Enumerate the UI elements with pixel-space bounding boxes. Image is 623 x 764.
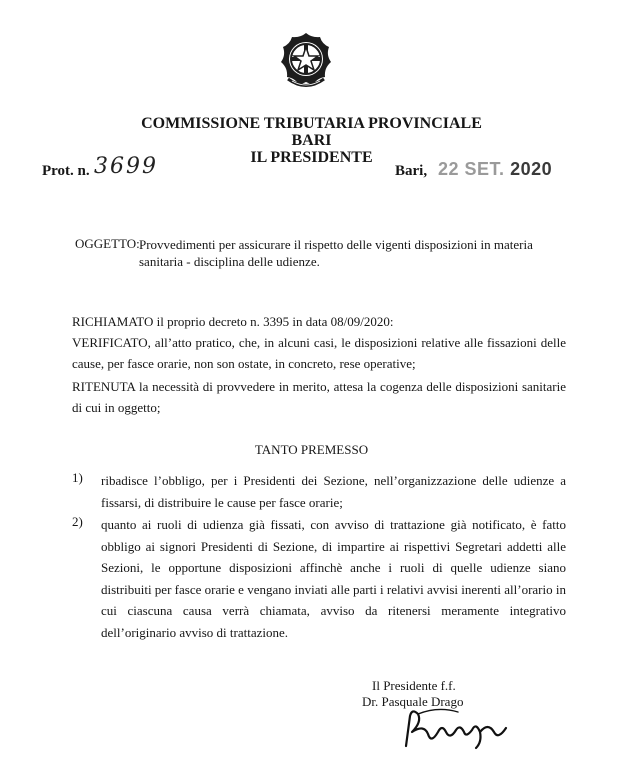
paragraph-verificato: VERIFICATO, all’atto pratico, che, in alcuni casi, le disposizioni relative alle fissazioni delle cause, per fasce orarie, non son ostate, in concreto, rese operative; bbox=[72, 335, 566, 371]
header-line-commission: COMMISSIONE TRIBUTARIA PROVINCIALE bbox=[141, 115, 482, 132]
paragraph-ritenuta: RITENUTA la necessità di provvedere in merito, attesa la cogenza delle disposizioni sanitarie di cui in oggetto; bbox=[72, 379, 566, 415]
signature-name: Dr. Pasquale Drago bbox=[362, 694, 464, 709]
subject-text: Provvedimenti per assicurare il rispetto delle vigenti disposizioni in materia sanitaria - disciplina delle udienze. bbox=[139, 237, 533, 269]
header-line-president: IL PRESIDENTE bbox=[250, 149, 373, 166]
subject-label: OGGETTO: bbox=[75, 236, 140, 251]
signature-role: Il Presidente f.f. bbox=[372, 678, 456, 693]
item-2-number: 2) bbox=[72, 514, 83, 529]
date-stamp-year: 2020 bbox=[510, 159, 553, 179]
protocol-number: 3699 bbox=[94, 154, 158, 179]
italian-republic-emblem-icon bbox=[276, 30, 336, 94]
item-1-text: ribadisce l’obbligo, per i Presidenti dei Sezione, nell’organizzazione delle udienze a fissarsi, di distribuire le cause per fasce orarie; bbox=[101, 473, 566, 510]
protocol-label: Prot. n. bbox=[42, 163, 90, 179]
date-stamp-day: 22 bbox=[438, 159, 460, 179]
place-label: Bari, bbox=[395, 163, 428, 179]
paragraph-richiamato: RICHIAMATO il proprio decreto n. 3395 in data 08/09/2020: bbox=[72, 314, 394, 329]
item-2-text: quanto ai ruoli di udienza già fissati, con avviso di trattazione già notificato, è fatto obbligo ai signori Presidenti di Sezione, di impartire ai rispettivi Segretari addetti alle Sezioni, le opportune disposizioni affinchè anche i ruoli di quelle udienze siano distribuiti per fasce orarie e vengano inviati alle parti i relativi avvisi inerenti all’orario in cui ciascuna causa verrà chiamata, avviso da ritenersi meramente integrativo dell’originario avviso di trattazione. bbox=[101, 517, 566, 640]
date-stamp bbox=[438, 159, 552, 180]
header-line-city: BARI bbox=[291, 132, 332, 149]
handwritten-signature bbox=[398, 702, 516, 750]
tanto-premesso-heading: TANTO PREMESSO bbox=[254, 442, 369, 457]
date-stamp-month: SET. bbox=[464, 159, 505, 179]
item-1-number: 1) bbox=[72, 470, 83, 485]
